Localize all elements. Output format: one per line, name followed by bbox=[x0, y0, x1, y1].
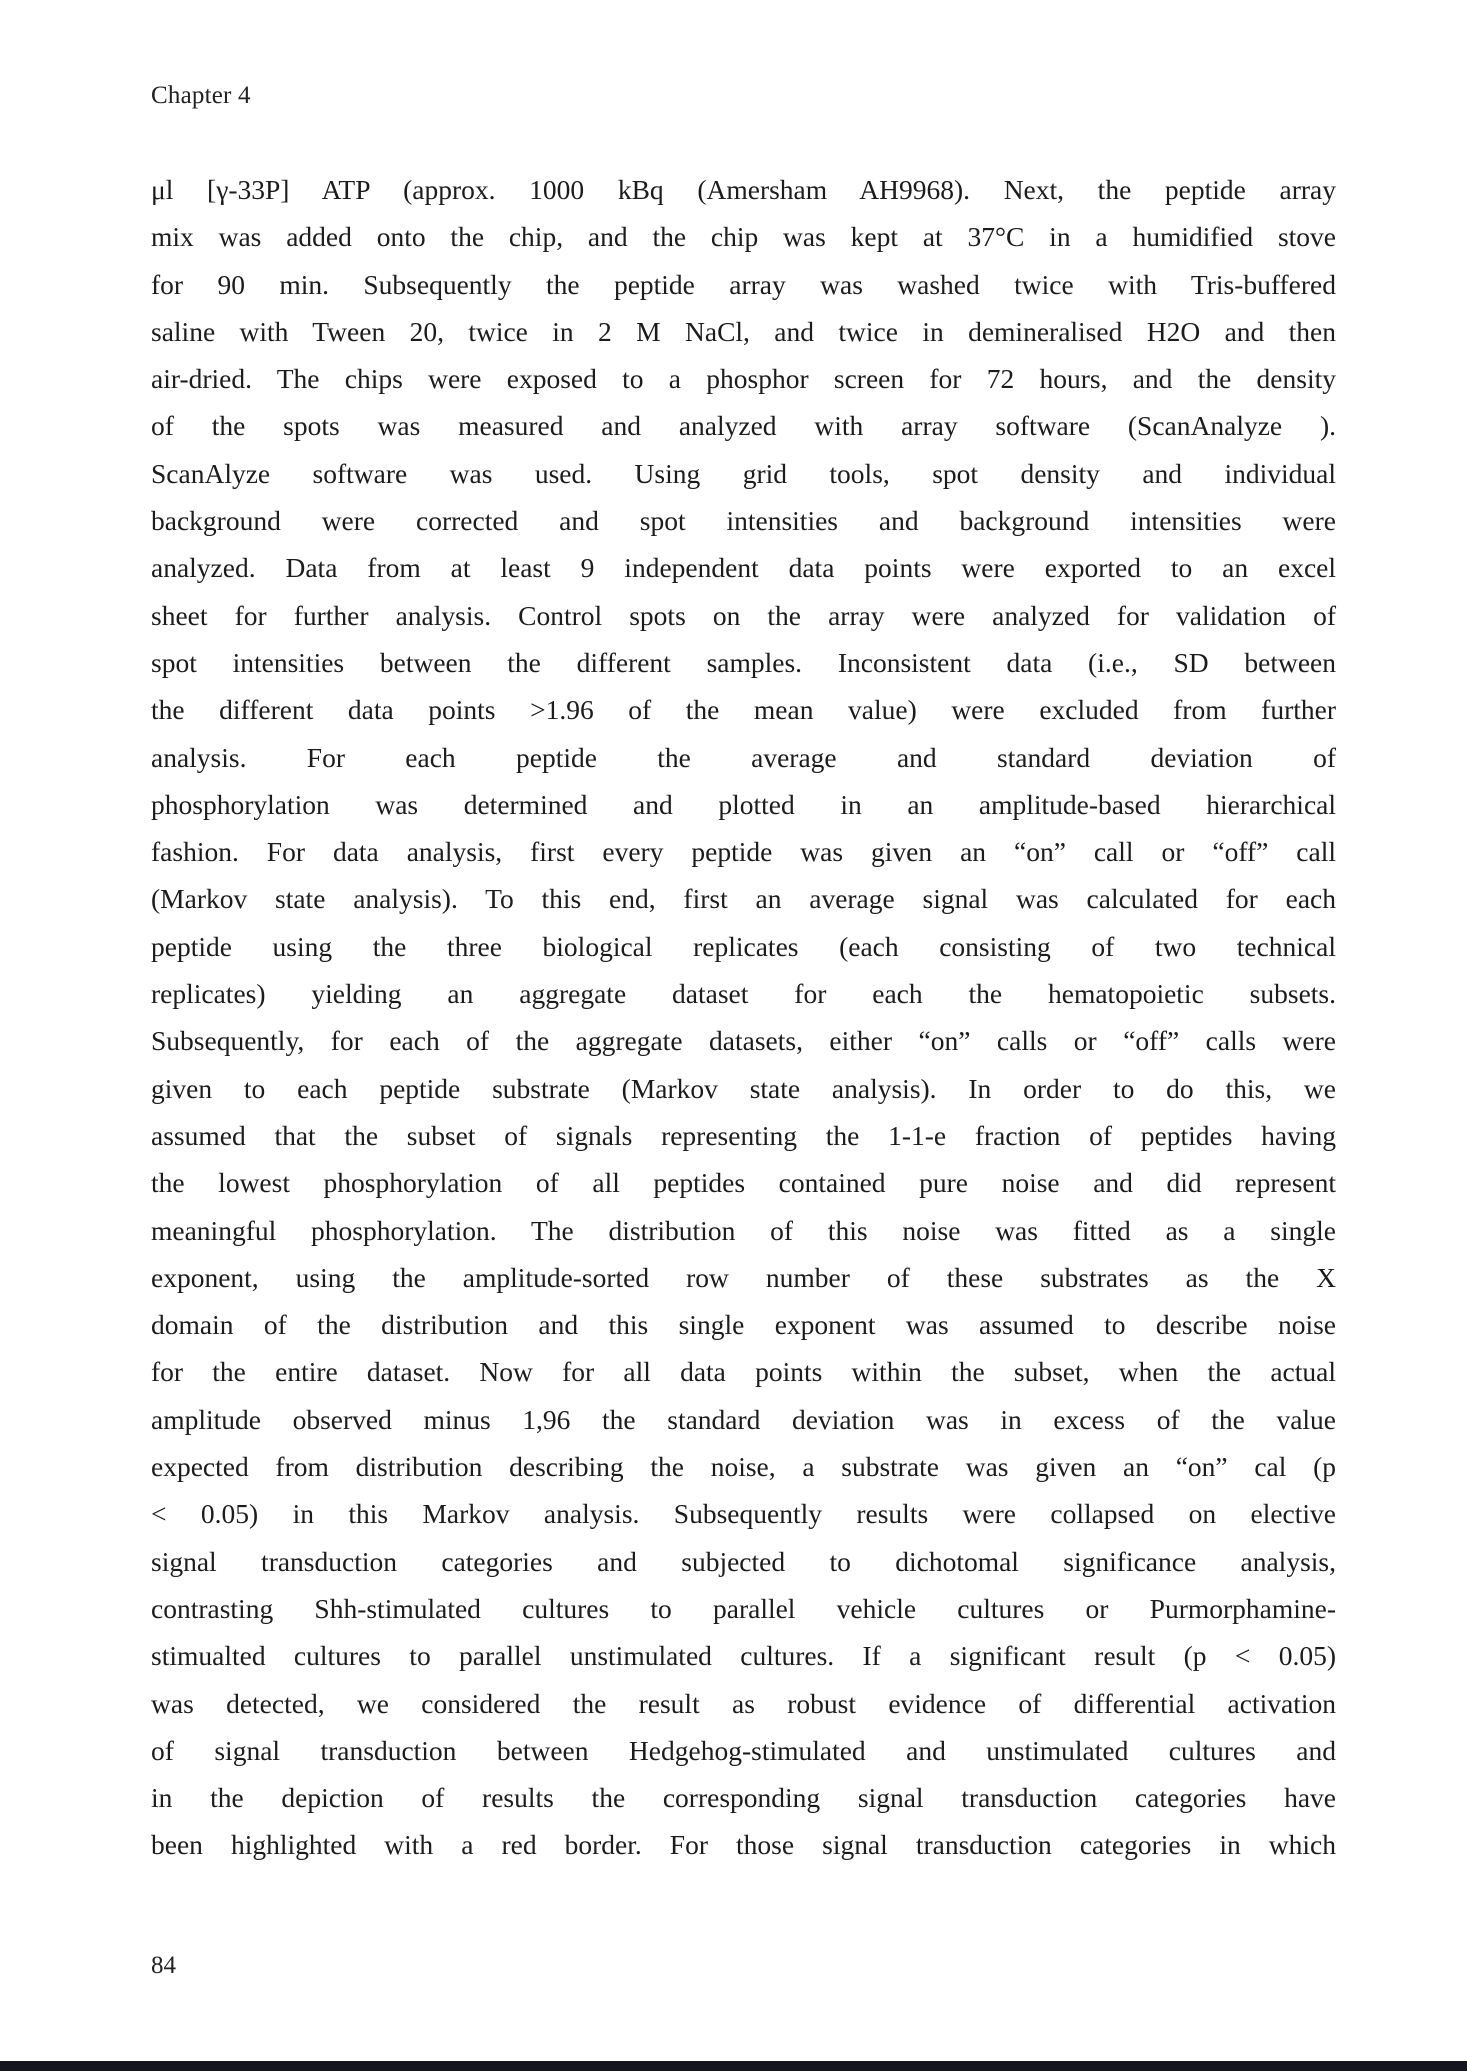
paragraph-line: of signal transduction between Hedgehog-stimulated and unstimulated cultures and bbox=[151, 1734, 1336, 1766]
paragraph-line: replicates) yielding an aggregate dataset for each the hematopoietic subsets. bbox=[151, 978, 1336, 1010]
paragraph-line: μl [γ-33P] ATP (approx. 1000 kBq (Amersham AH9968). Next, the peptide array bbox=[151, 174, 1336, 205]
paragraph-line: air-dried. The chips were exposed to a phosphor screen for 72 hours, and the density bbox=[151, 363, 1336, 395]
paragraph-line: analyzed. Data from at least 9 independent data points were exported to an excel bbox=[151, 552, 1336, 584]
paragraph-line: exponent, using the amplitude-sorted row number of these substrates as the X bbox=[151, 1261, 1336, 1293]
paragraph-line: fashion. For data analysis, first every peptide was given an “on” call or “off” call bbox=[151, 836, 1336, 868]
paragraph-line: phosphorylation was determined and plotted in an amplitude-based hierarchical bbox=[151, 788, 1336, 820]
paragraph-line: of the spots was measured and analyzed with array software (ScanAnalyze ). bbox=[151, 410, 1336, 442]
paragraph-line: amplitude observed minus 1,96 the standard deviation was in excess of the value bbox=[151, 1403, 1336, 1435]
paragraph-line: assumed that the subset of signals representing the 1-1-e fraction of peptides having bbox=[151, 1119, 1336, 1151]
page-number: 84 bbox=[151, 1952, 176, 1979]
paragraph-line: been highlighted with a red border. For those signal transduction categories in which bbox=[151, 1829, 1336, 1861]
paragraph-line: expected from distribution describing the noise, a substrate was given an “on” cal (p bbox=[151, 1451, 1336, 1483]
paragraph-line: spot intensities between the different samples. Inconsistent data (i.e., SD between bbox=[151, 646, 1336, 678]
paragraph-line: in the depiction of results the corresponding signal transduction categories have bbox=[151, 1782, 1336, 1814]
paragraph-line: stimualted cultures to parallel unstimulated cultures. If a significant result (p < 0.05) bbox=[151, 1640, 1336, 1672]
paragraph-line: domain of the distribution and this single exponent was assumed to describe noise bbox=[151, 1309, 1336, 1341]
footer-bar bbox=[0, 2061, 1467, 2071]
paragraph-line: for the entire dataset. Now for all data points within the subset, when the actual bbox=[151, 1356, 1336, 1388]
paragraph-line: analysis. For each peptide the average and standard deviation of bbox=[151, 741, 1336, 773]
chapter-header: Chapter 4 bbox=[151, 82, 251, 109]
paragraph-line: ScanAlyze software was used. Using grid tools, spot density and individual bbox=[151, 457, 1336, 489]
paragraph-line: contrasting Shh-stimulated cultures to parallel vehicle cultures or Purmorphamine- bbox=[151, 1592, 1336, 1624]
paragraph-line: saline with Tween 20, twice in 2 M NaCl, and twice in demineralised H2O and then bbox=[151, 315, 1336, 347]
paragraph-line: meaningful phosphorylation. The distribution of this noise was fitted as a single bbox=[151, 1214, 1336, 1246]
paragraph-line: for 90 min. Subsequently the peptide array was washed twice with Tris-buffered bbox=[151, 268, 1336, 300]
paragraph-line: given to each peptide substrate (Markov state analysis). In order to do this, we bbox=[151, 1072, 1336, 1104]
paragraph-line: peptide using the three biological replicates (each consisting of two technical bbox=[151, 930, 1336, 962]
paragraph-line: background were corrected and spot intensities and background intensities were bbox=[151, 505, 1336, 537]
paragraph-line: signal transduction categories and subjected to dichotomal significance analysis, bbox=[151, 1545, 1336, 1577]
paragraph-line: (Markov state analysis). To this end, first an average signal was calculated for each bbox=[151, 883, 1336, 915]
paragraph-line: the different data points >1.96 of the mean value) were excluded from further bbox=[151, 694, 1336, 726]
paragraph-line: < 0.05) in this Markov analysis. Subsequently results were collapsed on elective bbox=[151, 1498, 1336, 1530]
paragraph-line: Subsequently, for each of the aggregate datasets, either “on” calls or “off” calls were bbox=[151, 1025, 1336, 1057]
paragraph-line: was detected, we considered the result as robust evidence of differential activation bbox=[151, 1687, 1336, 1719]
paragraph-line: sheet for further analysis. Control spots on the array were analyzed for validation of bbox=[151, 599, 1336, 631]
paragraph-line: mix was added onto the chip, and the chip was kept at 37°C in a humidified stove bbox=[151, 221, 1336, 253]
paragraph-line: the lowest phosphorylation of all peptides contained pure noise and did represent bbox=[151, 1167, 1336, 1199]
paragraph bbox=[151, 166, 1336, 1869]
